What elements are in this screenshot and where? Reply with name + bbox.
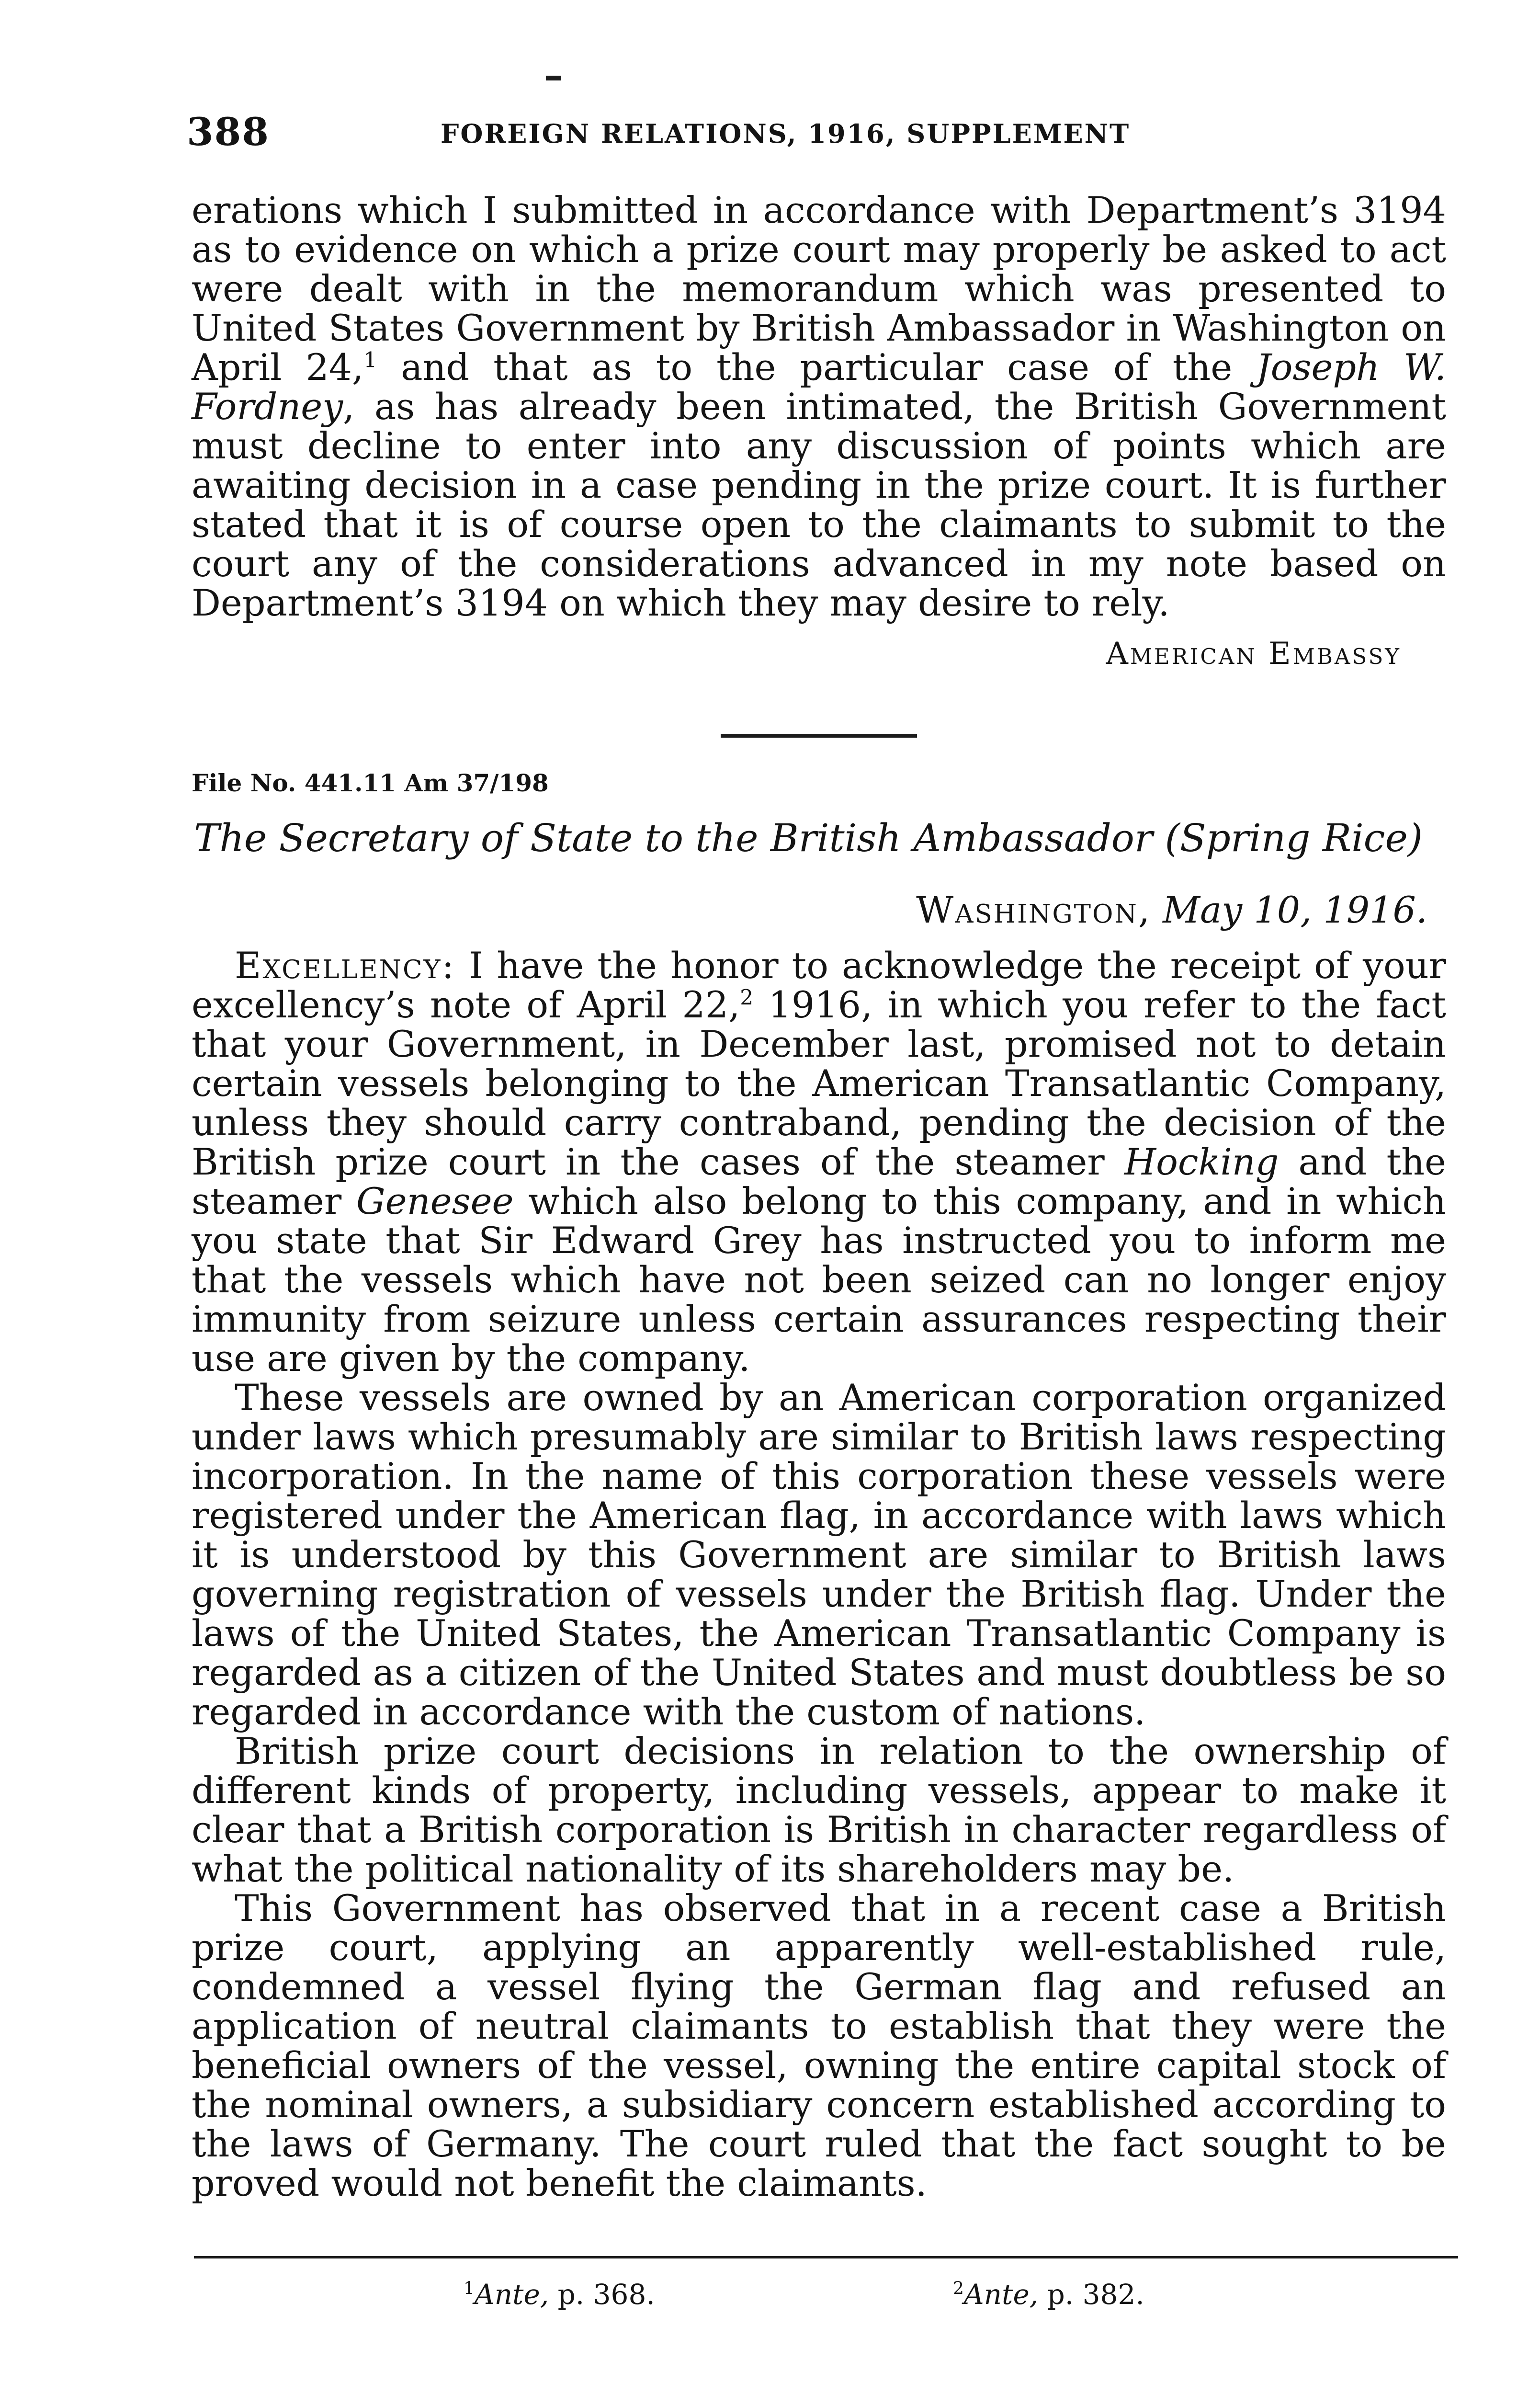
vessel-name: Genesee [356,1180,514,1222]
page-number: 388 [187,109,270,154]
paragraph-text: which also belong to this company, and in which you state that Sir Edward Grey has instructed you to inform me that the vessels which have not been seized can no longer enjoy immunity from seizure unless certain assurances respecting their use are given by the company. [192,1180,1446,1380]
section-divider [721,734,917,738]
paragraph: These vessels are owned by an American corporation organized under laws which presumably are similar to British laws respecting incorporation. In the name of this corporation these vessels were registered under the American flag, in accordance with laws which it is understood by this Government are similar to British laws governing registration of vessels under the British flag. Under the laws of the United States, the American Transatlantic Company is regarded as a citizen of the United States and must doubtless be so regarded in accordance with the custom of nations. [192,1376,1446,1733]
footnote-page: p. 382. [1038,2278,1144,2311]
letter-body [192,946,1446,2203]
dateline-place: Washington, [916,889,1151,931]
vessel-name: Hocking [1124,1140,1279,1183]
file-number: File No. 441.11 Am 37/198 [192,769,549,797]
paragraph-text: 1916, in which you refer to the fact that your Government, in December last, promised not to detain certain vessels belonging to the American Transatlantic Company, unless they should carry contraband, pending the decision of the British prize court in the cases of the steamer [192,983,1446,1183]
dateline [916,889,1427,932]
paragraph-text: and the steamer [192,1140,1446,1222]
paragraph-text: I have the honor to acknowledge the receipt of your excellency’s note of April 22, [192,944,1446,1026]
footnotes [0,2273,1540,2316]
footnote [953,2273,1144,2316]
running-title: FOREIGN RELATIONS, 1916, SUPPLEMENT [441,118,1131,149]
paragraph [192,946,1446,1378]
paragraph: British prize court decisions in relation to the ownership of different kinds of property, including vessels, appear to make it clear that a British corporation is British in character regardless of what the political nationality of its shareholders may be. [192,1730,1446,1890]
running-header [187,110,1475,153]
continued-paragraph [192,191,1446,623]
document-heading: The Secretary of State to the British Ambassador (Spring Rice) [194,816,1423,860]
footnote-ante: Ante, [474,2278,549,2311]
signature: American Embassy [1106,636,1401,672]
paragraph-text: erations which I submitted in accordance with Department’s 3194 as to evidence on which a prize court may properly be asked to act were dealt with in the memorandum which was presented to United States Government by British Ambassador in Washington on April 24, [192,189,1446,388]
footnote [464,2273,655,2316]
vessel-name: Joseph W. Fordney [192,346,1446,428]
footnote-marker: 2 [953,2279,964,2299]
footnote-rule [194,2256,1458,2258]
footnote-marker: 1 [464,2279,475,2299]
paragraph: This Government has observed that in a recent case a British prize court, applying an apparently well-established rule, condemned a vessel flying the German flag and refused an application of neutral claimants to establish that they were the beneficial owners of the vessel, owning the entire capital stock of the nominal owners, a subsidiary concern established according to the laws of Germany. The court ruled that the fact sought to be proved would not benefit the claimants. [192,1887,1446,2204]
footnote-page: p. 368. [549,2278,655,2311]
dateline-date: May 10, 1916. [1163,889,1427,931]
printer-mark [546,76,561,80]
paragraph [192,191,1446,623]
paragraph-text: , as has already been intimated, the British Government must decline to enter into any discussion of points which are awaiting decision in a case pending in the prize court. It is further stated that it is of course open to the claimants to submit to the court any of the considerations advanced in my note based on Department’s 3194 on which they may desire to rely. [192,385,1446,624]
footnote-ref: 2 [740,985,754,1010]
salutation: Excellency: [235,944,456,987]
paragraph-text: and that as to the particular case of the [377,346,1257,388]
footnote-ref: 1 [363,348,377,373]
footnote-ante: Ante, [963,2278,1039,2311]
